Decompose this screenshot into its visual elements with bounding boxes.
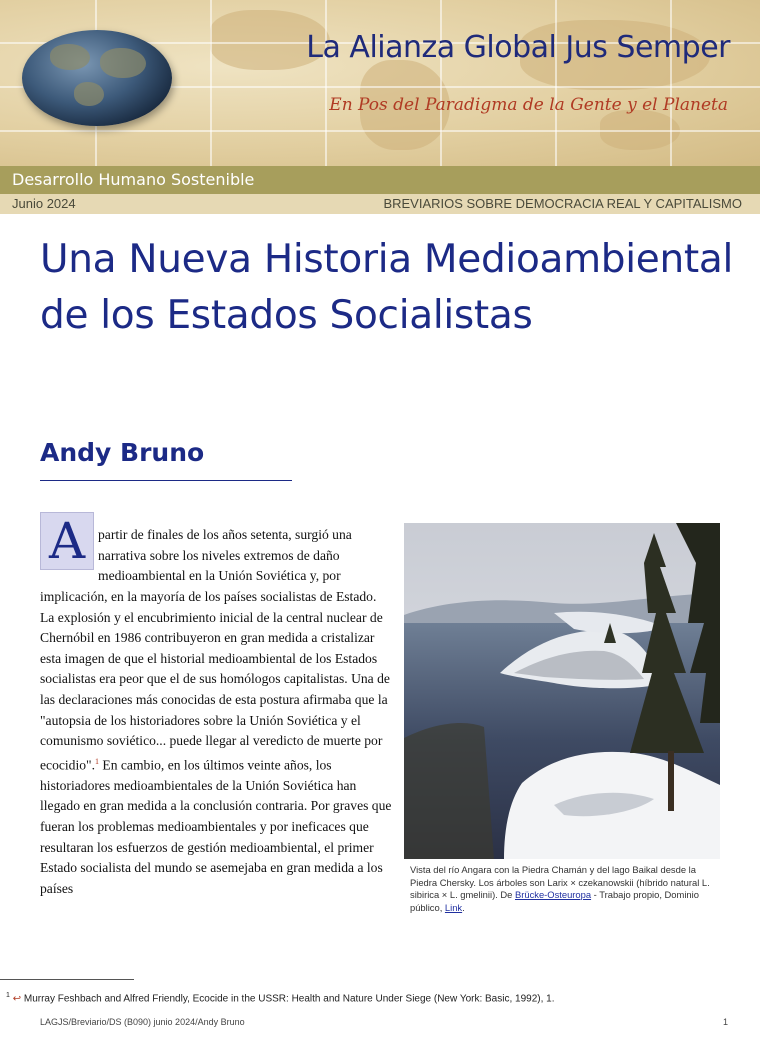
article-title: Una Nueva Historia Medioambiental de los Estados Socialistas xyxy=(40,237,734,338)
source-link[interactable]: Brücke-Osteuropa xyxy=(514,889,592,901)
footnote xyxy=(6,992,555,1004)
map-gridline xyxy=(325,0,327,166)
header-banner xyxy=(0,0,760,166)
globe-landmass xyxy=(50,44,90,70)
globe-logo xyxy=(22,30,172,126)
body-paragraph xyxy=(40,587,392,899)
map-gridline xyxy=(555,0,557,166)
drop-cap: A xyxy=(40,512,94,570)
author-underline xyxy=(40,480,292,481)
article-author: Andy Bruno xyxy=(40,438,205,467)
footnote-text: Murray Feshbach and Alfred Friendly, Ecocide in the USSR: Health and Nature Under Siege (New York: Basic, 1992), 1. xyxy=(23,993,555,1005)
body-text-part: En cambio, en los últimos veinte años, los historiadores medioambientales de la Unión Soviética han llegado en gran medida a la conclusión contraria. Por graves que fueran los problemas medioambientales y por ineficaces que resultaran los esfuerzos de gestión medioambiental, el primer Estado socialista del mundo se asemejaba en gran medida a los países xyxy=(40,757,392,896)
caption-license: - Trabajo propio, Dominio público, xyxy=(410,889,699,913)
footnote-reference[interactable]: 1 xyxy=(95,756,99,766)
baikal-photo xyxy=(404,523,720,859)
footer-reference: LAGJS/Breviario/DS (B090) junio 2024/Andy Bruno xyxy=(40,1017,245,1027)
section-bar xyxy=(0,166,760,194)
issue-date: Junio 2024 xyxy=(12,196,76,211)
site-title: La Alianza Global Jus Semper xyxy=(306,30,730,65)
map-gridline xyxy=(440,0,442,166)
caption-text: Vista del río Angara con la Piedra Chamán y del lago Baikal desde la Piedra Chersky. Los árboles son Larix × czekanowskii (híbrido natural L. sibirica × L. gmelinii). De xyxy=(410,864,710,901)
globe-landmass xyxy=(100,48,146,78)
map-gridline xyxy=(210,0,212,166)
series-label: BREVIARIOS SOBRE DEMOCRACIA REAL Y CAPITALISMO xyxy=(383,196,742,211)
body-text-part: implicación, en la mayoría de los países socialistas de Estado. La explosión y el encubrimiento inicial de la central nuclear de Chernóbil en 1986 contribuyeron en gran medida a cristalizar esta imagen de que el historial medioambiental de los Estados socialistas era peor que el de sus homólogos capitalistas. Una de las declaraciones más conocidas de esta postura afirmaba que la "autopsia de los historiadores sobre la Unión Soviética y el comunismo soviético... puede llegar al veredicto de muerte por ecocidio". xyxy=(40,589,390,773)
license-link[interactable]: Link xyxy=(444,901,463,913)
footnote-number: 1 xyxy=(6,992,10,999)
lead-paragraph: partir de finales de los años setenta, surgió una narrativa sobre los niveles extremos de daño medioambiental en la Unión Soviética y, por xyxy=(98,527,352,584)
baikal-landscape-image xyxy=(404,523,720,859)
caption-end: . xyxy=(462,901,465,913)
footnote-divider xyxy=(0,979,134,980)
photo-caption xyxy=(410,864,720,914)
map-gridline xyxy=(670,0,672,166)
return-arrow-icon[interactable]: ↩ xyxy=(12,993,22,1005)
issue-bar xyxy=(0,194,760,214)
page-number: 1 xyxy=(722,1017,728,1027)
globe-landmass xyxy=(74,82,104,106)
section-label: Desarrollo Humano Sostenible xyxy=(12,170,255,189)
map-gridline xyxy=(0,130,760,132)
site-tagline: En Pos del Paradigma de la Gente y el Planeta xyxy=(329,95,728,115)
